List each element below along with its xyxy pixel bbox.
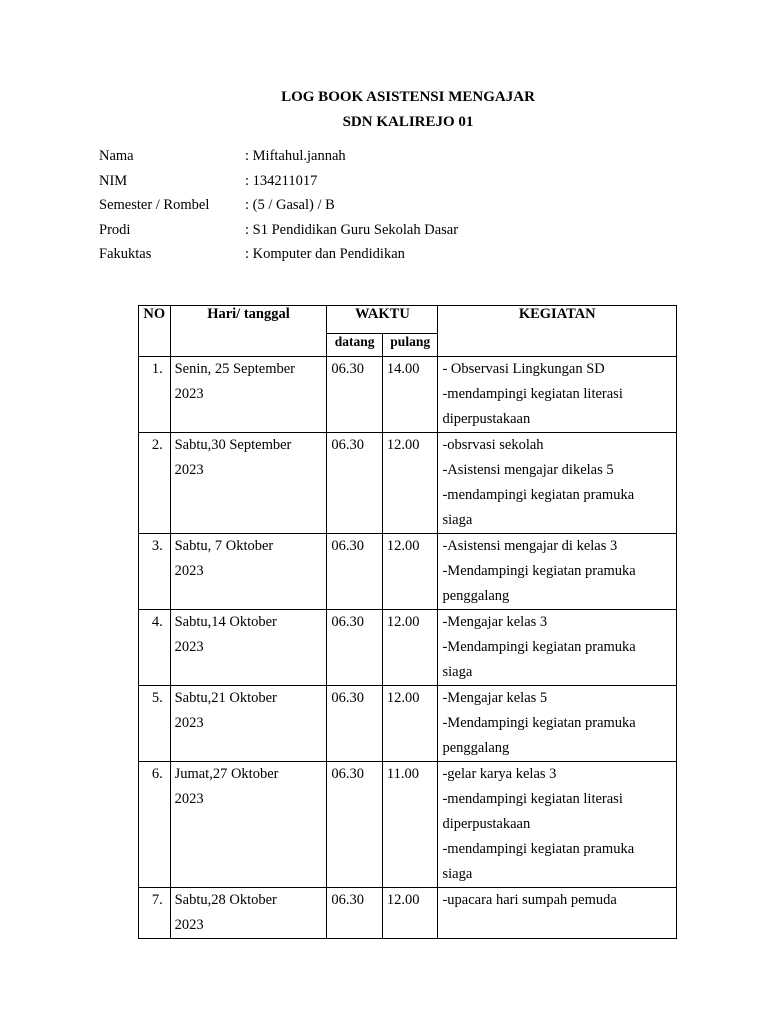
row-pulang-time: 14.00	[382, 357, 438, 433]
header-hari: Hari/ tanggal	[170, 306, 327, 357]
info-row-prodi	[99, 220, 699, 245]
table-row	[139, 534, 677, 610]
row-number	[139, 762, 171, 888]
school-name: SDN KALIREJO 01	[342, 114, 474, 130]
activity-line: penggalang	[442, 740, 510, 756]
date-line: Sabtu,28 Oktober	[174, 892, 277, 908]
activity-line: siaga	[442, 866, 473, 882]
row-date	[170, 357, 327, 433]
header-pulang: pulang	[382, 333, 438, 356]
row-date	[170, 433, 327, 534]
row-activities	[438, 610, 677, 686]
row-number	[139, 888, 171, 939]
date-line: Sabtu,21 Oktober	[174, 690, 277, 706]
row-activities	[438, 686, 677, 762]
row-datang-time: 06.30	[327, 610, 383, 686]
date-line: 2023	[174, 791, 204, 807]
date-line: Senin, 25 September	[174, 361, 295, 377]
date-line: 2023	[174, 715, 204, 731]
info-label: Prodi	[99, 221, 131, 238]
table-row	[139, 433, 677, 534]
row-pulang-time: 12.00	[382, 888, 438, 939]
row-number	[139, 686, 171, 762]
activity-line: -mendampingi kegiatan literasi	[442, 386, 623, 402]
header-waktu: WAKTU	[327, 306, 438, 334]
activity-line: -mendampingi kegiatan pramuka	[442, 841, 635, 857]
info-value: : Komputer dan Pendidikan	[245, 246, 405, 262]
row-number	[139, 534, 171, 610]
date-line: Sabtu,14 Oktober	[174, 614, 277, 630]
row-date	[170, 762, 327, 888]
date-line: Sabtu,30 September	[174, 437, 292, 453]
logbook-table	[138, 305, 677, 939]
row-pulang-time: 12.00	[382, 686, 438, 762]
row-number	[139, 357, 171, 433]
row-number-text: 2.	[151, 437, 163, 453]
activity-line: -Mendampingi kegiatan pramuka	[442, 639, 636, 655]
student-info	[99, 146, 699, 269]
row-datang-time: 06.30	[327, 762, 383, 888]
date-line: 2023	[174, 563, 204, 579]
row-datang-time: 06.30	[327, 888, 383, 939]
activity-line: siaga	[442, 664, 473, 680]
date-line: Jumat,27 Oktober	[174, 766, 279, 782]
info-row-nama	[99, 146, 699, 171]
activity-line: -obsrvasi sekolah	[442, 437, 544, 453]
header-no: NO	[139, 306, 171, 357]
header-datang: datang	[327, 333, 383, 356]
info-row-nim	[99, 171, 699, 196]
info-value: : Miftahul.jannah	[245, 148, 346, 164]
table-row	[139, 888, 677, 939]
row-date	[170, 888, 327, 939]
date-line: Sabtu, 7 Oktober	[174, 538, 274, 554]
row-pulang-time: 11.00	[382, 762, 438, 888]
info-value: : 134211017	[245, 172, 318, 189]
row-number-text: 7.	[151, 892, 163, 908]
row-activities	[438, 534, 677, 610]
activity-line: -mendampingi kegiatan pramuka	[442, 487, 635, 503]
table-row	[139, 686, 677, 762]
activity-line: -mendampingi kegiatan literasi	[442, 791, 623, 807]
row-number-text: 4.	[151, 614, 163, 630]
table-body	[139, 357, 677, 939]
info-label: NIM	[99, 172, 128, 189]
row-activities	[438, 357, 677, 433]
date-line: 2023	[174, 386, 204, 402]
date-line: 2023	[174, 917, 204, 933]
row-number-text: 3.	[151, 538, 163, 554]
row-datang-time: 06.30	[327, 433, 383, 534]
activity-line: -gelar karya kelas 3	[442, 766, 557, 782]
activity-line: penggalang	[442, 588, 510, 604]
row-pulang-time: 12.00	[382, 433, 438, 534]
activity-line: -Mendampingi kegiatan pramuka	[442, 563, 636, 579]
activity-line: -upacara hari sumpah pemuda	[442, 892, 617, 908]
activity-line: - Observasi Lingkungan SD	[442, 361, 605, 377]
row-datang-time: 06.30	[327, 534, 383, 610]
info-value: : S1 Pendidikan Guru Sekolah Dasar	[245, 221, 459, 238]
row-pulang-time: 12.00	[382, 610, 438, 686]
row-activities	[438, 433, 677, 534]
row-datang-time: 06.30	[327, 357, 383, 433]
row-datang-time: 06.30	[327, 686, 383, 762]
row-activities	[438, 762, 677, 888]
info-label: Semester / Rombel	[99, 197, 210, 213]
activity-line: -Mendampingi kegiatan pramuka	[442, 715, 636, 731]
row-date	[170, 534, 327, 610]
row-number	[139, 610, 171, 686]
row-activities	[438, 888, 677, 939]
row-number	[139, 433, 171, 534]
activity-line: diperpustakaan	[442, 816, 531, 832]
row-date	[170, 610, 327, 686]
activity-line: -Asistensi mengajar dikelas 5	[442, 462, 614, 478]
activity-line: -Mengajar kelas 5	[442, 690, 548, 706]
document-title: LOG BOOK ASISTENSI MENGAJAR	[281, 89, 535, 105]
info-label: Nama	[99, 148, 134, 164]
activity-line: siaga	[442, 512, 473, 528]
date-line: 2023	[174, 462, 204, 478]
row-number-text: 1.	[151, 361, 163, 377]
row-number-text: 5.	[151, 690, 163, 706]
activity-line: diperpustakaan	[442, 411, 531, 427]
activity-line: -Asistensi mengajar di kelas 3	[442, 538, 618, 554]
row-pulang-time: 12.00	[382, 534, 438, 610]
info-row-fakultas	[99, 244, 699, 269]
activity-line: -Mengajar kelas 3	[442, 614, 548, 630]
table-row	[139, 357, 677, 433]
table-row	[139, 762, 677, 888]
header-kegiatan: KEGIATAN	[438, 306, 677, 357]
table-row	[139, 610, 677, 686]
row-date	[170, 686, 327, 762]
date-line: 2023	[174, 639, 204, 655]
info-row-semester	[99, 195, 699, 220]
row-number-text: 6.	[151, 766, 163, 782]
info-value: : (5 / Gasal) / B	[245, 197, 335, 213]
info-label: Fakuktas	[99, 246, 152, 262]
